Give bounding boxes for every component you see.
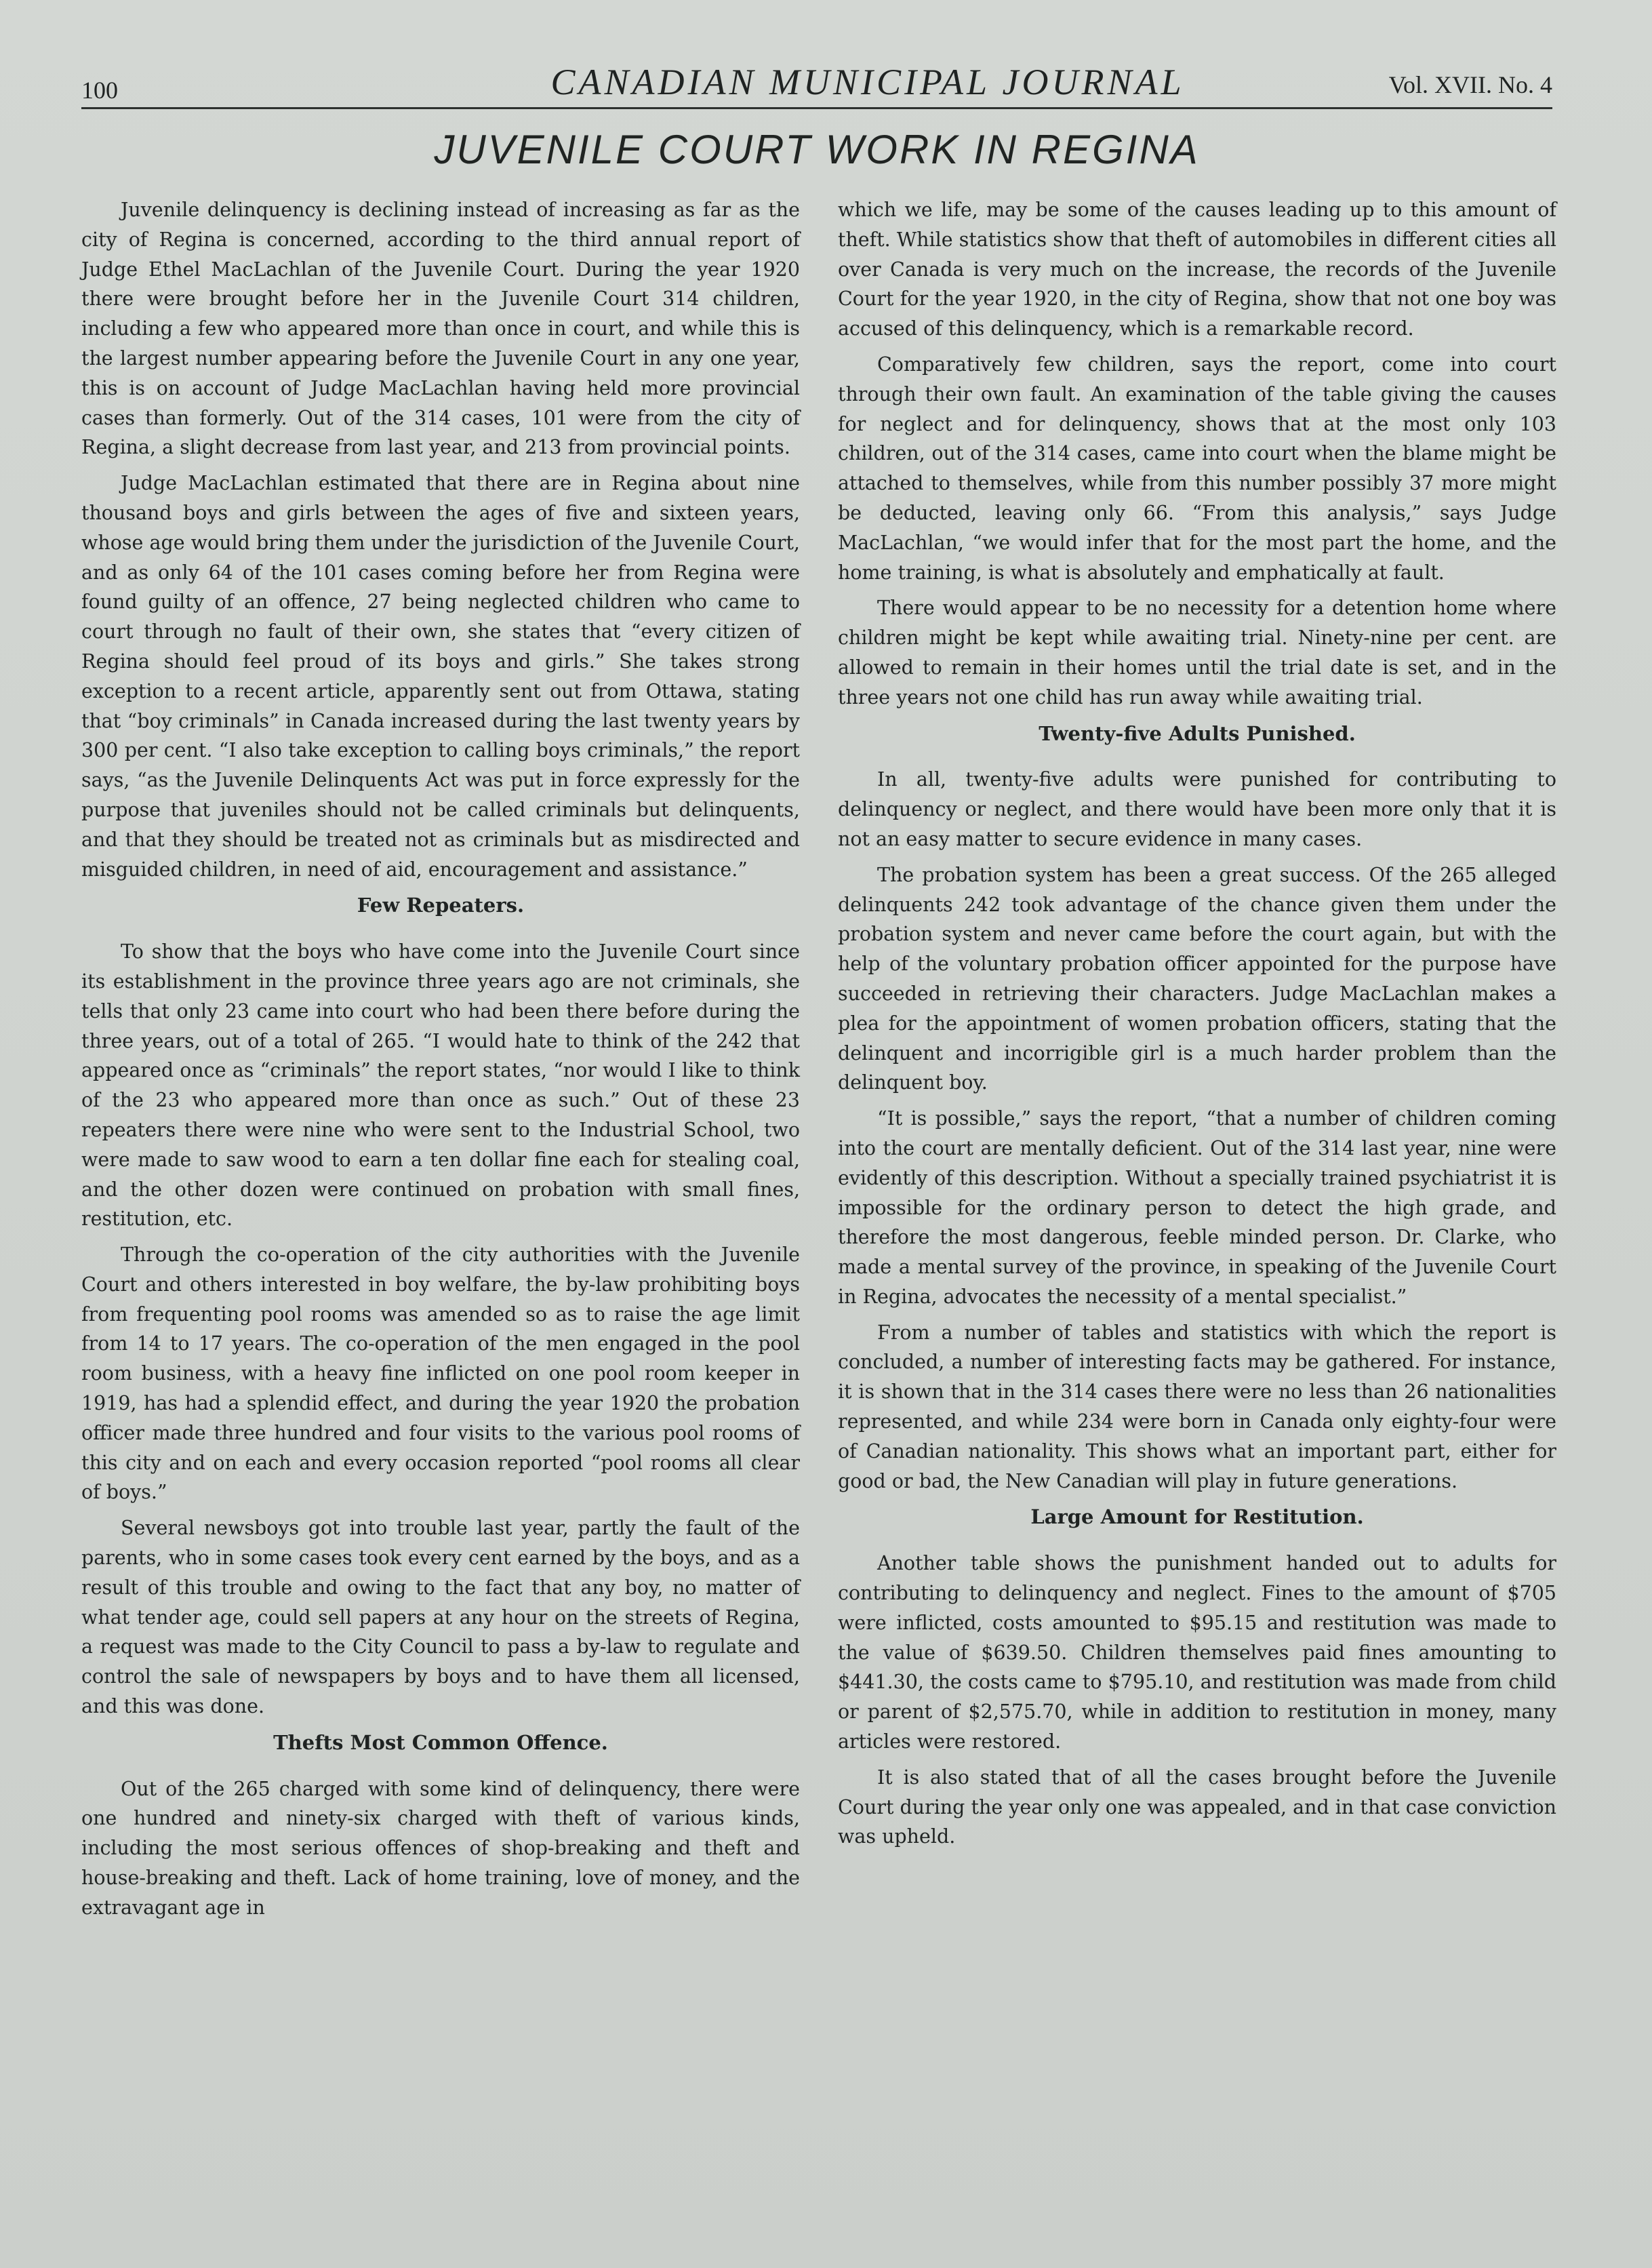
right-column (838, 195, 1556, 1858)
paragraph: “It is possible,” says the report, “that a number of children coming into the court are mentally deficient. Out of the 314 last year, nine were evidently of this description. Without a specially trained psychiatrist it is impossible for the ordinary person to detect the high grade, and therefore the most dangerous, feeble minded person. Dr. Clarke, who made a mental survey of the province, in speaking of the Juvenile Court in Regina, advocates the necessity of a mental specialist.” (838, 1107, 1556, 1308)
paragraph: It is also stated that of all the cases brought before the Juvenile Court during the year only one was appealed, and in that case conviction was upheld. (838, 1766, 1556, 1848)
section-heading: Thefts Most Common Offence. (273, 1730, 608, 1754)
section-heading: Twenty-five Adults Punished. (1039, 721, 1356, 745)
journal-title: CANADIAN MUNICIPAL JOURNAL (550, 62, 1185, 102)
paragraph: Judge MacLachlan estimated that there are in Regina about nine thousand boys and girls between the ages of five and sixteen years, whose age would bring them under the jurisdiction of the Juvenile Court, and as only 64 of the 101 cases coming before her from Regina were found guilty of an offence, 27 being neglected children who came to court through no fault of their own, she states that “every citizen of Regina should feel proud of its boys and girls.” She takes strong exception to a recent article, apparently sent out from Ottawa, stating that “boy criminals” in Canada increased during the last twenty years by 300 per cent. “I also take exception to calling boys criminals,” the report says, “as the Juvenile Delinquents Act was put in force expressly for the purpose that juveniles should not be called criminals but delinquents, and that they should be treated not as criminals but as misdirected and misguided children, in need of aid, encouragement and assistance.” (81, 472, 800, 881)
left-column (81, 195, 800, 1929)
paragraph: From a number of tables and statistics with which the report is concluded, a number of interesting facts may be gathered. For instance, it is shown that in the 314 cases there were no less than 26 nationalities represented, and while 234 were born in Canada only eighty-four were of Canadian nationality. This shows what an important part, either for good or bad, the New Canadian will play in future generations. (838, 1321, 1556, 1492)
header-rule (81, 107, 1552, 109)
paragraph: which we life, may be some of the causes leading up to this amount of theft. While statistics show that theft of automobiles in different cities all over Canada is very much on the increase, the records of the Juvenile Court for the year 1920, in the city of Regina, show that not one boy was accused of this delinquency, which is a remarkable record. (838, 199, 1556, 340)
paragraph: Out of the 265 charged with some kind of delinquency, there were one hundred and ninety-six charged with theft of various kinds, including the most serious offences of shop-breaking and theft and house-breaking and theft. Lack of home training, love of money, and the extravagant age in (81, 1777, 800, 1919)
section-heading: Few Repeaters. (357, 894, 525, 917)
paragraph: To show that the boys who have come into the Juvenile Court since its establishment in the province three years ago are not criminals, she tells that only 23 came into court who had been there before during the three years, out of a total of 265. “I would hate to think of the 242 that appeared once as “criminals” the report states, “nor would I like to think of the 23 who appeared more than once as such.” Out of these 23 repeaters there were nine who were sent to the Industrial School, two were made to saw wood to earn a ten dollar fine each for stealing coal, and the other dozen were continued on probation with small fines, restitution, etc. (81, 940, 800, 1231)
page-header (81, 61, 1552, 108)
page-number: 100 (81, 77, 118, 104)
paragraph: Comparatively few children, says the report, come into court through their own fault. An examination of the table giving the causes for neglect and for delinquency, shows that at the most only 103 children, out of the 314 cases, came into court when the blame might be attached to themselves, while from this number possibly 37 more might be deducted, leaving only 66. “From this analysis,” says Judge MacLachlan, “we would infer that for the most part the home, and the home training, is what is absolutely and emphatically at fault. (838, 353, 1556, 584)
paragraph: The probation system has been a great success. Of the 265 alleged delinquents 242 took advantage of the chance given them under the probation system and never came before the court again, but with the help of the voluntary probation officer appointed for the purpose have succeeded in retrieving their characters. Judge MacLachlan makes a plea for the appointment of women probation officers, stating that the delinquent and incorrigible girl is a much harder problem than the delinquent boy. (838, 863, 1556, 1094)
paragraph: Through the co-operation of the city authorities with the Juvenile Court and others interested in boy welfare, the by-law prohibiting boys from frequenting pool rooms was amended so as to raise the age limit from 14 to 17 years. The co-operation of the men engaged in the pool room business, with a heavy fine inflicted on one pool room keeper in 1919, has had a splendid effect, and during the year 1920 the probation officer made three hundred and four visits to the various pool rooms of this city and on each and every occasion reported “pool rooms all clear of boys.” (81, 1244, 800, 1504)
paragraph: There would appear to be no necessity for a detention home where children might be kept while awaiting trial. Ninety-nine per cent. are allowed to remain in their homes until the trial date is set, and in the three years not one child has run away while awaiting trial. (838, 597, 1556, 709)
paragraph: Juvenile delinquency is declining instead of increasing as far as the city of Regina is concerned, according to the third annual report of Judge Ethel MacLachlan of the Juvenile Court. During the year 1920 there were brought before her in the Juvenile Court 314 children, including a few who appeared more than once in court, and while this is the largest number appearing before the Juvenile Court in any one year, this is on account of Judge MacLachlan having held more provincial cases than formerly. Out of the 314 cases, 101 were from the city of Regina, a slight decrease from last year, and 213 from provincial points. (81, 199, 800, 459)
volume-number: Vol. XVII. No. 4 (1388, 71, 1552, 98)
paragraph: Several newsboys got into trouble last year, partly the fault of the parents, who in some cases took every cent earned by the boys, and as a result of this trouble and owing to the fact that any boy, no matter of what tender age, could sell papers at any hour on the streets of Regina, a request was made to the City Council to pass a by-law to regulate and control the sale of newspapers by boys and to have them all licensed, and this was done. (81, 1517, 800, 1718)
paragraph: Another table shows the punishment handed out to adults for contributing to delinquency and neglect. Fines to the amount of $705 were inflicted, costs amounted to $95.15 and restitution was made to the value of $639.50. Children themselves paid fines amounting to $441.30, the costs came to $795.10, and restitution was made from child or parent of $2,575.70, while in addition to restitution in money, many articles were restored. (838, 1552, 1556, 1753)
paragraph: In all, twenty-five adults were punished for contributing to delinquency or neglect, and there would have been more only that it is not an easy matter to secure evidence in many cases. (838, 768, 1556, 850)
section-heading: Large Amount for Restitution. (1030, 1505, 1364, 1529)
article-title: JUVENILE COURT WORK IN REGINA (434, 127, 1200, 172)
